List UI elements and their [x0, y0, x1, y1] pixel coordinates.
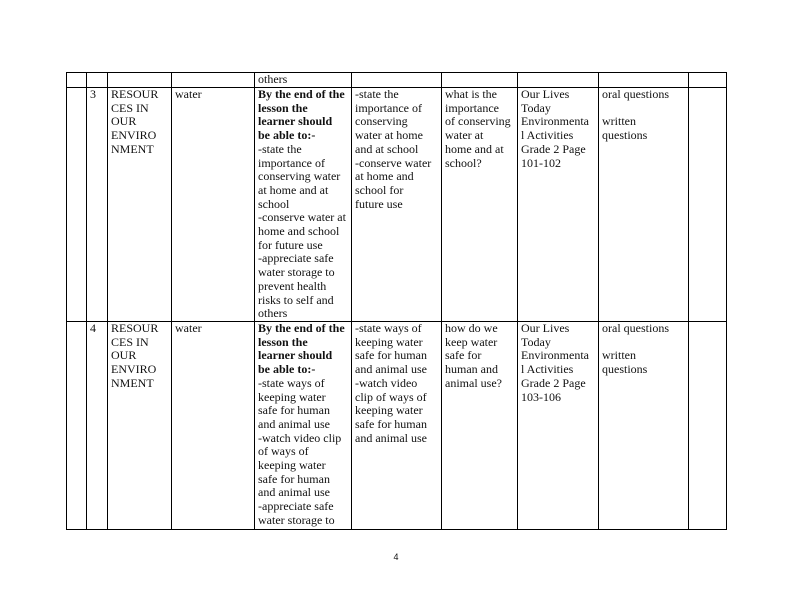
cell-sub-strand	[172, 73, 255, 88]
cell-line: written	[602, 114, 636, 129]
cell-week	[87, 88, 108, 322]
cell-line: Grade 2 Page	[521, 375, 586, 390]
cell-line: -state ways of	[258, 375, 325, 390]
cell-assessment	[599, 73, 689, 88]
cell-line: safe for human	[355, 416, 427, 431]
cell-line: others	[258, 306, 288, 321]
cell-line: prevent health	[258, 278, 327, 293]
cell-learning-outcomes	[255, 73, 352, 88]
cell-line: 3	[90, 87, 96, 101]
cell-learning-experiences	[352, 322, 442, 530]
cell-line: l Activities	[521, 128, 574, 143]
cell-line: NMENT	[111, 141, 154, 156]
cell-learning-resources	[518, 322, 599, 530]
cell-line: clip of ways of	[355, 389, 427, 404]
cell-line: home and at	[445, 141, 504, 156]
cell-line: Environmenta	[521, 348, 589, 363]
scheme-of-work-table	[66, 72, 727, 530]
cell-learning-outcomes	[255, 88, 352, 322]
cell-sub-strand	[172, 322, 255, 530]
cell-line: what is the	[445, 87, 497, 101]
cell-line	[602, 336, 685, 350]
cell-line: animal use?	[445, 375, 502, 390]
cell-line: importance	[445, 100, 499, 115]
cell-blank	[67, 73, 87, 88]
cell-line: l Activities	[521, 362, 574, 377]
cell-inquiry-question	[442, 73, 518, 88]
cell-inquiry-question	[442, 322, 518, 530]
cell-line: keeping water	[258, 458, 326, 473]
cell-line: conserving	[355, 114, 408, 129]
cell-line: safe for human	[355, 348, 427, 363]
cell-line: OUR	[111, 348, 137, 363]
cell-line: ENVIRO	[111, 128, 157, 143]
cell-line: OUR	[111, 114, 137, 129]
cell-line: learner should	[258, 348, 333, 363]
cell-line: safe for	[445, 348, 482, 363]
cell-line: importance of	[355, 100, 422, 115]
cell-learning-resources	[518, 88, 599, 322]
cell-inquiry-question	[442, 88, 518, 322]
cell-line: home and school	[258, 224, 340, 239]
cell-line: -conserve water at	[258, 210, 346, 225]
cell-line: future use	[355, 196, 403, 211]
cell-line: lesson the	[258, 100, 308, 115]
cell-week	[87, 322, 108, 530]
cell-line: RESOUR	[111, 87, 159, 101]
cell-line: -state the	[258, 141, 302, 156]
cell-line: others	[258, 72, 288, 86]
cell-line: and animal use	[355, 430, 427, 445]
cell-line: 103-106	[521, 389, 561, 404]
cell-line: at home and at	[258, 182, 329, 197]
cell-line: Our Lives	[521, 87, 570, 101]
cell-line: of ways of	[258, 444, 309, 459]
cell-line: Grade 2 Page	[521, 141, 586, 156]
table-row	[67, 73, 727, 88]
cell-line: written	[602, 348, 636, 363]
cell-line: at home and	[355, 169, 414, 184]
cell-remarks	[689, 88, 727, 322]
cell-strand	[108, 73, 172, 88]
cell-line: water	[175, 321, 202, 335]
cell-line: RESOUR	[111, 321, 159, 335]
cell-line: keep water	[445, 334, 498, 349]
cell-line: water storage to	[258, 265, 335, 280]
cell-line	[602, 102, 685, 116]
table-row	[67, 322, 727, 530]
cell-line: -watch video	[355, 375, 418, 390]
cell-line: Our Lives	[521, 321, 570, 335]
cell-line: keeping water	[258, 389, 326, 404]
cell-line: lesson the	[258, 334, 308, 349]
cell-line: NMENT	[111, 375, 154, 390]
cell-line: -state ways of	[355, 321, 422, 335]
page-number: 4	[393, 552, 399, 562]
cell-assessment	[599, 322, 689, 530]
cell-line: be able to:-	[258, 362, 316, 377]
cell-line: 4	[90, 321, 96, 335]
cell-line: school	[258, 196, 290, 211]
cell-line: risks to self and	[258, 292, 334, 307]
cell-line: of conserving	[445, 114, 511, 129]
cell-line: oral questions	[602, 321, 669, 335]
cell-line: By the end of the	[258, 87, 345, 101]
cell-line: CES IN	[111, 334, 149, 349]
cell-assessment	[599, 88, 689, 322]
cell-strand	[108, 88, 172, 322]
cell-blank	[67, 322, 87, 530]
cell-line: school for	[355, 182, 404, 197]
cell-blank	[67, 88, 87, 322]
cell-line: keeping water	[355, 334, 423, 349]
cell-line: for future use	[258, 237, 323, 252]
cell-strand	[108, 322, 172, 530]
cell-line: Today	[521, 334, 551, 349]
cell-line: -appreciate safe	[258, 251, 334, 266]
cell-line: oral questions	[602, 87, 669, 101]
cell-remarks	[689, 322, 727, 530]
cell-line: By the end of the	[258, 321, 345, 335]
cell-line: school?	[445, 155, 482, 170]
cell-remarks	[689, 73, 727, 88]
cell-line: conserving water	[258, 169, 341, 184]
cell-line: human and	[445, 362, 498, 377]
cell-learning-experiences	[352, 73, 442, 88]
cell-line: questions	[602, 362, 648, 377]
cell-line: safe for human	[258, 403, 330, 418]
cell-learning-outcomes	[255, 322, 352, 530]
cell-line: and animal use	[258, 485, 330, 500]
cell-line: water at	[445, 128, 484, 143]
cell-line: keeping water	[355, 403, 423, 418]
cell-line: -conserve water	[355, 155, 432, 170]
cell-line: and animal use	[258, 416, 330, 431]
cell-line: how do we	[445, 321, 498, 335]
cell-sub-strand	[172, 88, 255, 322]
cell-line: -watch video clip	[258, 430, 342, 445]
cell-line: Today	[521, 100, 551, 115]
cell-line: be able to:-	[258, 128, 316, 143]
cell-line: 101-102	[521, 155, 561, 170]
cell-line: water at home	[355, 128, 423, 143]
cell-line: and animal use	[355, 362, 427, 377]
cell-learning-resources	[518, 73, 599, 88]
cell-line: -state the	[355, 87, 399, 101]
cell-line: and at school	[355, 141, 419, 156]
cell-line: safe for human	[258, 471, 330, 486]
cell-line: learner should	[258, 114, 333, 129]
cell-line: water	[175, 87, 202, 101]
table-row	[67, 88, 727, 322]
cell-line: ENVIRO	[111, 362, 157, 377]
cell-line: importance of	[258, 155, 325, 170]
cell-line: water storage to	[258, 512, 335, 527]
cell-week	[87, 73, 108, 88]
cell-learning-experiences	[352, 88, 442, 322]
cell-line: -appreciate safe	[258, 499, 334, 514]
cell-line: Environmenta	[521, 114, 589, 129]
cell-line: CES IN	[111, 100, 149, 115]
cell-line: questions	[602, 128, 648, 143]
